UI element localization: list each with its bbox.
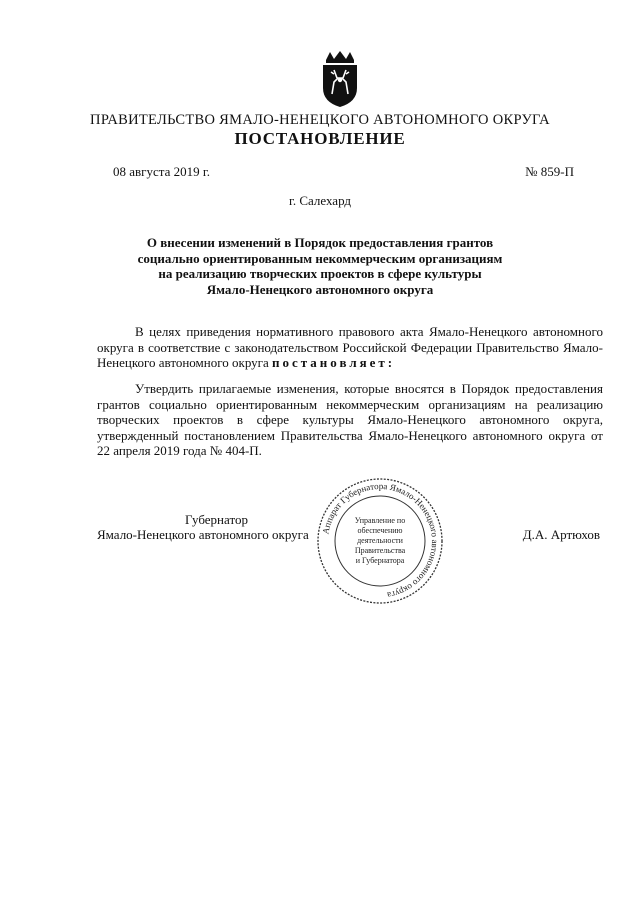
signer-name: Д.А. Артюхов bbox=[522, 527, 600, 542]
seal-center-line: деятельности bbox=[357, 536, 403, 545]
document-city: г. Салехард bbox=[288, 193, 352, 208]
signer-position-line2: Ямало-Ненецкого автономного округа bbox=[97, 527, 309, 542]
preamble-paragraph bbox=[97, 324, 603, 371]
title-line: социально ориентированным некоммерческим организациям bbox=[137, 250, 503, 266]
document-type: ПОСТАНОВЛЕНИЕ bbox=[234, 129, 406, 148]
operative-paragraph: Утвердить прилагаемые изменения, которые вносятся в Порядок предоставления грантов социально ориентированным некоммерческим организациям на реализацию творческих проектов в сфере культуры Ямало-Ненецкого автономного округа, утвержденный постановлением Правительства Ямало-Ненецкого автономного округа от 22 апреля 2019 года № 404-П. bbox=[97, 381, 603, 458]
seal-center-line: Правительства bbox=[354, 546, 406, 555]
title-line: Ямало-Ненецкого автономного округа bbox=[206, 281, 434, 297]
preamble-text: В целях приведения нормативного правового акта Ямало-Ненецкого автономного округа в соответствие с законодательством Российской Федерации Правительство Ямало-Ненецкого автономного округа bbox=[97, 324, 603, 370]
document-date: 08 августа 2019 г. bbox=[113, 164, 210, 179]
document-title bbox=[100, 235, 540, 297]
resolves-word: постановляет: bbox=[272, 355, 396, 370]
government-name: ПРАВИТЕЛЬСТВО ЯМАЛО-НЕНЕЦКОГО АВТОНОМНОГО ОКРУГА bbox=[90, 112, 550, 128]
document-number: № 859-П bbox=[525, 164, 574, 179]
signer-position-line1: Губернатор bbox=[185, 512, 248, 527]
seal-center-line: Управление по bbox=[354, 516, 406, 525]
coat-of-arms-emblem bbox=[320, 50, 360, 108]
title-line: О внесении изменений в Порядок предоставления грантов bbox=[146, 235, 494, 250]
title-line: на реализацию творческих проектов в сфере культуры bbox=[158, 266, 482, 281]
seal-center-line: и Губернатора bbox=[355, 556, 405, 565]
official-seal-stamp bbox=[314, 476, 446, 606]
seal-center-line: обеспечению bbox=[357, 526, 403, 535]
seal-ring-text: Аппарат Губернатора Ямало-Ненецкого автономного округа bbox=[320, 480, 441, 601]
